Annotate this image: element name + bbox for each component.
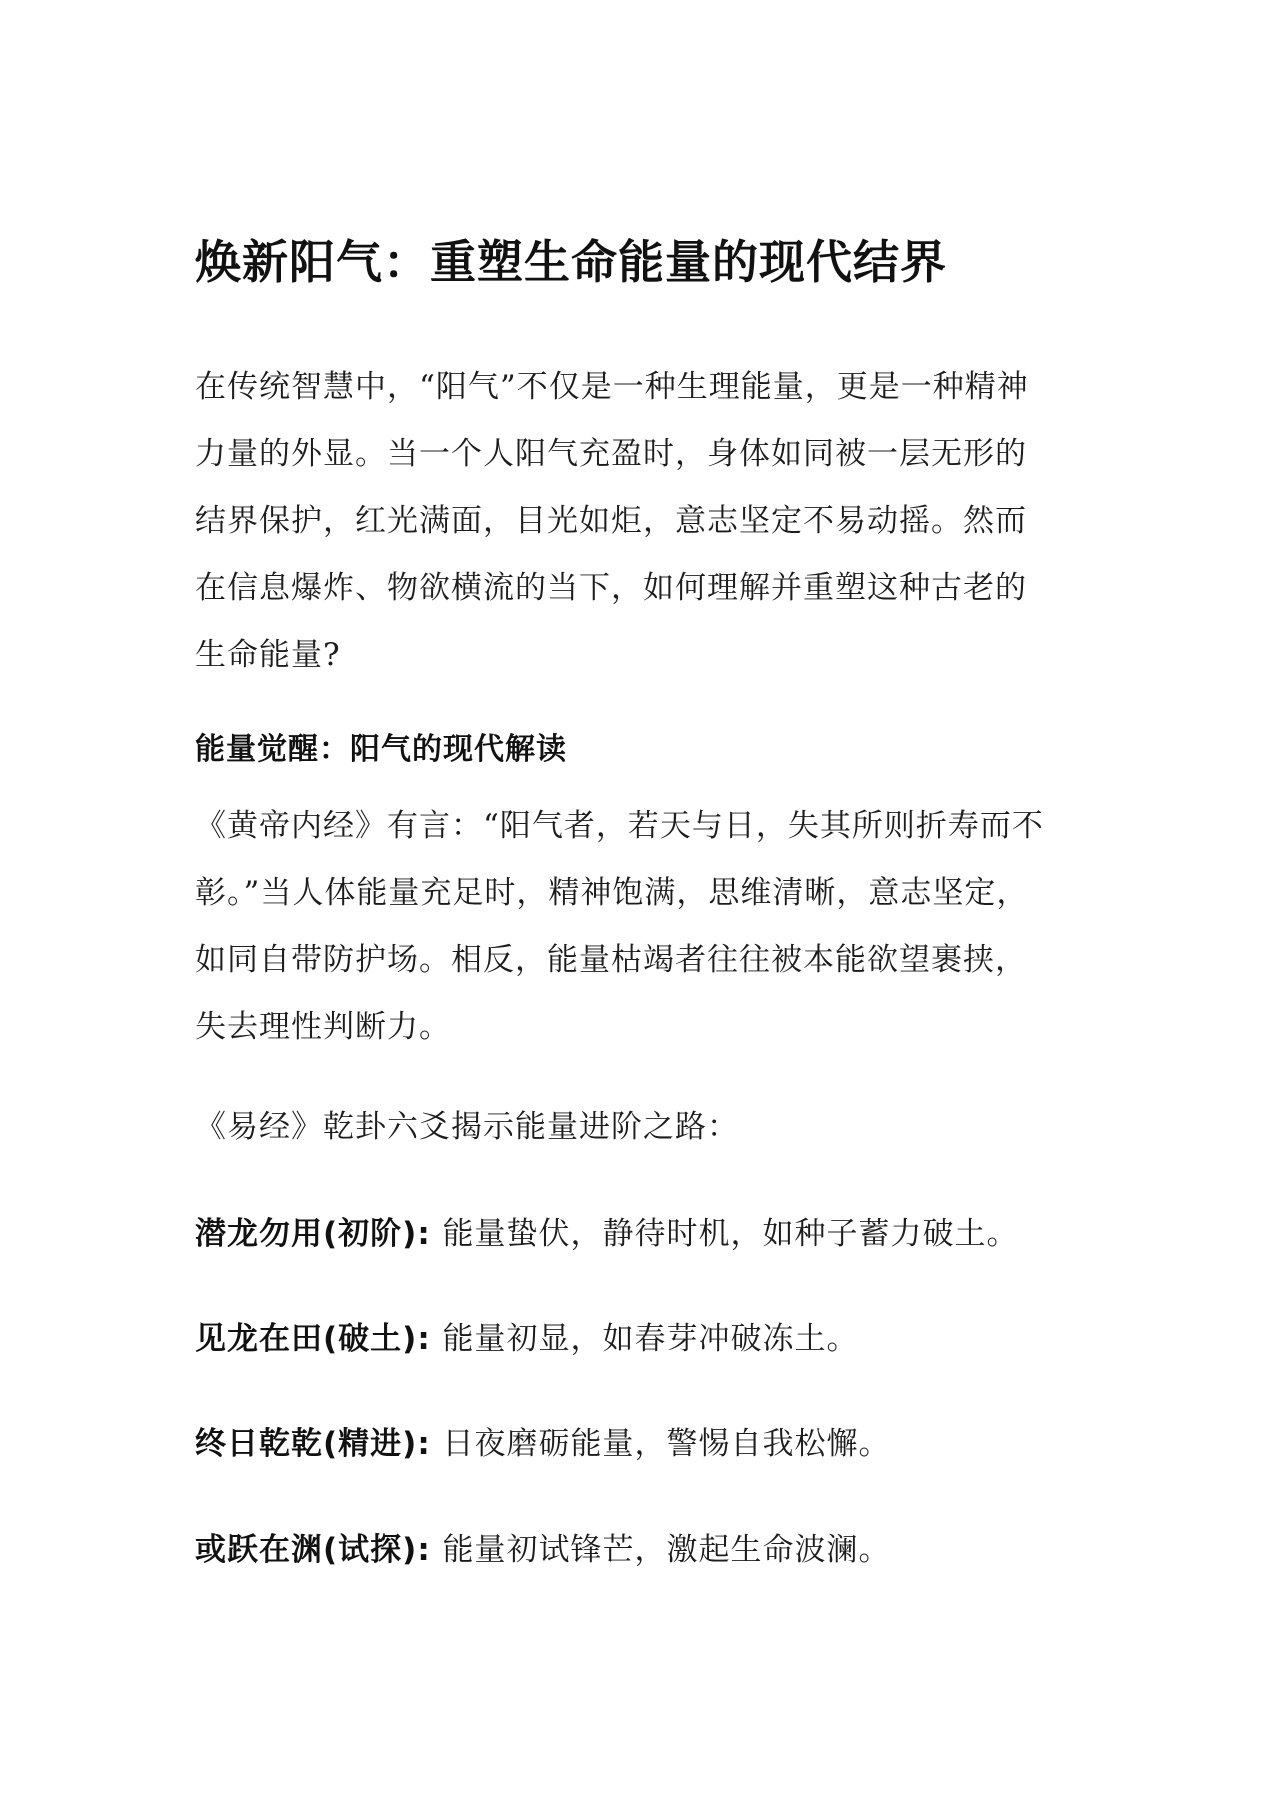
quote-paragraph (195, 793, 1095, 1061)
stage-item (195, 1212, 1019, 1256)
section-heading: 能量觉醒：阳气的现代解读 (195, 732, 567, 767)
intro-line: 结界保护，红光满面，目光如炬，意志坚定不易动摇。然而 (195, 503, 1027, 539)
stage-name: 终日乾乾(精进) (195, 1426, 418, 1462)
stage-description: 能量初试锋芒，激起生命波澜。 (442, 1532, 891, 1568)
stage-item (195, 1528, 891, 1572)
intro-paragraph (195, 354, 1085, 689)
quote-line: 彰。”当人体能量充足时，精神饱满，思维清晰，意志坚定， (195, 875, 1029, 911)
stage-name: 见龙在田(破土) (195, 1321, 418, 1357)
stage-description: 日夜磨砺能量，警惕自我松懈。 (442, 1426, 891, 1462)
intro-line: 生命能量? (195, 637, 341, 673)
document-title: 焕新阳气：重塑生命能量的现代结界 (195, 235, 947, 289)
stage-name: 潜龙勿用(初阶) (195, 1216, 418, 1252)
stage-separator: : (417, 1321, 443, 1357)
intro-line: 在传统智慧中，“阳气”不仅是一种生理能量，更是一种精神 (195, 369, 1029, 405)
stage-item (195, 1317, 859, 1361)
stage-separator: : (417, 1216, 443, 1252)
quote-line: 如同自带防护场。相反，能量枯竭者往往被本能欲望裹挟， (195, 942, 1027, 978)
quote-line: 失去理性判断力。 (195, 1009, 451, 1045)
stage-description: 能量初显，如春芽冲破冻土。 (442, 1321, 859, 1357)
stages-lead-line: 《易经》乾卦六爻揭示能量进阶之路： (195, 1109, 739, 1145)
stage-description: 能量蛰伏，静待时机，如种子蓄力破土。 (442, 1216, 1019, 1252)
quote-line: 《黄帝内经》有言：“阳气者，若天与日，失其所则折寿而不 (195, 808, 1044, 844)
intro-line: 在信息爆炸、物欲横流的当下，如何理解并重塑这种古老的 (195, 570, 1027, 606)
stage-name: 或跃在渊(试探) (195, 1532, 418, 1568)
stage-separator: : (417, 1426, 443, 1462)
stage-item (195, 1422, 891, 1466)
stage-separator: : (417, 1532, 443, 1568)
intro-line: 力量的外显。当一个人阳气充盈时，身体如同被一层无形的 (195, 436, 1027, 472)
